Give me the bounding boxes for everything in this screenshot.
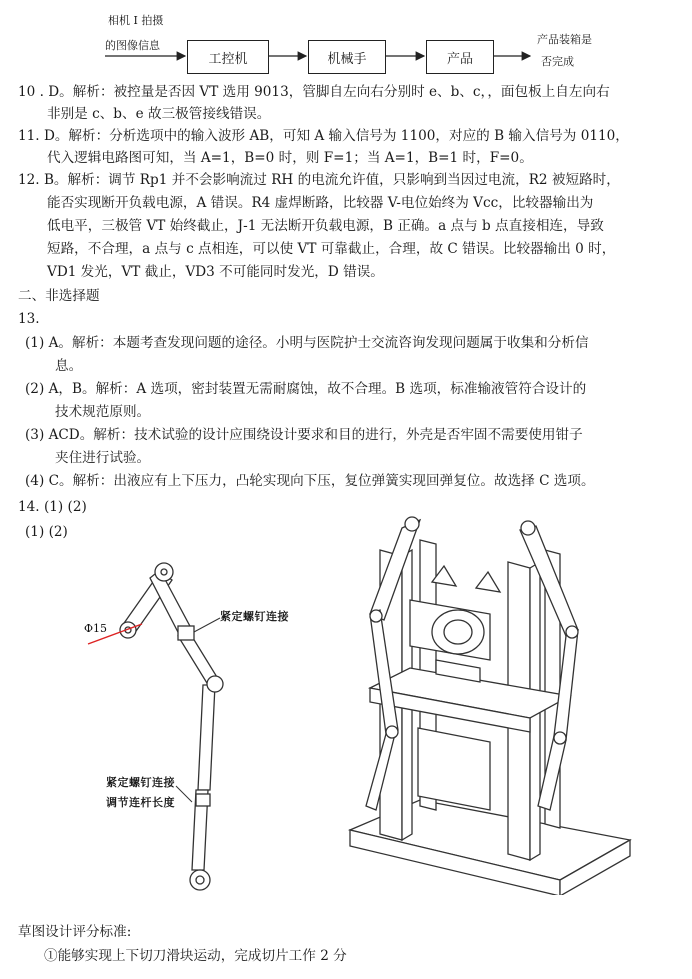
- dimension-label: Φ15: [84, 622, 108, 635]
- arm-joint-left: [120, 622, 136, 638]
- answer-13-2-line-2: 技术规范原则。: [55, 404, 151, 420]
- answer-13-3-line-2: 夹住进行试验。: [55, 450, 151, 466]
- question-14-sub-label: (1) (2): [25, 524, 68, 540]
- machine-bracket-right: [476, 572, 500, 592]
- annotation-screw-1: 紧定螺钉连接: [220, 610, 289, 623]
- answer-11-line-2: 代入逻辑电路图可知，当 A=1，B=0 时，则 F=1；当 A=1，B=1 时，F=0。: [47, 150, 533, 166]
- machine-joint-2: [521, 521, 535, 535]
- answer-10-line-1: 10 . D。解析：被控量是否因 VT 选用 9013，管脚自左向右分别时 e、b、c，，面包板上自左向右: [18, 84, 610, 100]
- flow-box-ipc: 工控机: [187, 40, 269, 74]
- flow-box-robot: 机械手: [308, 40, 386, 74]
- flow-box-product: 产品: [426, 40, 494, 74]
- answer-12-line-3: 低电平，三极管 VT 始终截止，J-1 无法断开负载电源，B 正确。a 点与 b 点直接相连，导致: [47, 218, 604, 234]
- machine-isometric-sketch: [340, 510, 640, 895]
- arm-clamp-upper: [178, 626, 194, 640]
- answer-13-4-line-1: (4) C。解析：出液应有上下压力，凸轮实现向下压，复位弹簧实现回弹复位。故选择 C 选项。: [25, 473, 595, 489]
- flow-output-text-1: 产品装箱是: [537, 33, 592, 46]
- arm-joint-bottom: [190, 870, 210, 890]
- machine-joint-3: [370, 610, 382, 622]
- arm-joint-top: [155, 563, 173, 581]
- answer-11-line-1: 11. D。解析：分析选项中的输入波形 AB，可知 A 输入信号为 1100，对应的 B 输入信号为 0110，: [18, 128, 629, 144]
- flow-input-text-1: 相机 I 拍摄: [108, 14, 164, 27]
- machine-joint-4: [566, 626, 578, 638]
- arm-joint-middle: [207, 676, 223, 692]
- linkage-arm-sketch: [60, 550, 300, 910]
- machine-link-right-lower: [538, 736, 566, 810]
- annotation-screw-2-line-2: 调节连杆长度: [106, 796, 175, 809]
- criteria-item-1: ①能够实现上下切刀滑块运动，完成切片工作 2 分: [44, 948, 347, 964]
- arm-clamp-lower: [196, 794, 210, 806]
- annotation-screw-2-line-1: 紧定螺钉连接: [106, 776, 175, 789]
- arm-link-lower: [198, 685, 215, 790]
- question-13-label: 13.: [18, 311, 40, 327]
- question-14-label: 14. (1) (2): [18, 499, 87, 515]
- machine-bearing-inner: [444, 620, 472, 644]
- flow-output-text-2: 否完成: [541, 55, 574, 68]
- leader-line-1: [194, 618, 220, 632]
- answer-12-line-4: 短路，不合理，a 点与 c 点相连，可以使 VT 可靠截止，合理，故 C 错误。比较器输出 0 时，: [47, 241, 616, 257]
- answer-12-line-2: 能否实现断开负载电源，A 错误。R4 虚焊断路，比较器 V-电位始终为 Vcc，比较器输出为: [47, 195, 594, 211]
- machine-blade-block: [418, 728, 490, 810]
- answer-12-line-5: VD1 发光，VT 截止，VD3 不可能同时发光，D 错误。: [47, 264, 384, 280]
- answer-10-line-2: 非别是 c、b、e 故三极管接线错误。: [47, 106, 271, 122]
- machine-joint-1: [405, 517, 419, 531]
- answer-13-3-line-1: (3) ACD。解析：技术试验的设计应围绕设计要求和目的进行，外壳是否牢固不需要使用钳子: [25, 427, 583, 443]
- flow-input-text-2: 的图像信息: [105, 39, 160, 52]
- machine-joint-5: [386, 726, 398, 738]
- machine-joint-6: [554, 732, 566, 744]
- answer-13-1-line-1: (1) A。解析：本题考查发现问题的途径。小明与医院护士交流咨询发现问题属于收集和分析信: [25, 335, 589, 351]
- criteria-title: 草图设计评分标准:: [18, 924, 132, 940]
- answer-12-line-1: 12. B。解析：调节 Rp1 并不会影响流过 RH 的电流允许值，只影响到当因过电流，R2 被短路时，: [18, 172, 620, 188]
- answer-13-2-line-1: (2) A，B。解析：A 选项，密封装置无需耐腐蚀，故不合理。B 选项，标准输液管符合设计的: [25, 381, 587, 397]
- section-heading-2: 二、非选择题: [18, 288, 100, 304]
- leader-line-2: [176, 786, 192, 802]
- flow-arrows: [0, 0, 692, 90]
- answer-13-1-line-2: 息。: [55, 358, 83, 374]
